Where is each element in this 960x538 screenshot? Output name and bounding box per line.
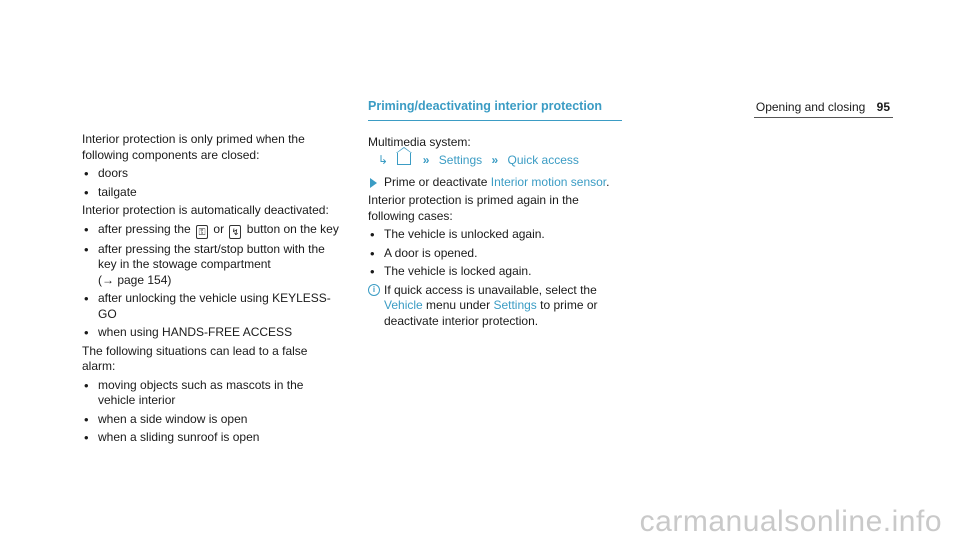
primed-again-text: Interior protection is primed again in the following cases:: [368, 193, 579, 223]
action-triangle-icon: [370, 178, 377, 188]
chevron-right-icon: »: [422, 153, 430, 167]
list-item: • after unlocking the vehicle using KEYLESS-GO: [82, 291, 344, 322]
right-column: [368, 99, 622, 329]
path-arrow-icon: ↳: [378, 153, 389, 167]
home-icon[interactable]: [397, 153, 411, 165]
page-header: [756, 100, 890, 116]
after-pressing-pre: after pressing the: [98, 221, 191, 236]
interior-motion-sensor-link[interactable]: Interior motion sensor: [490, 174, 607, 189]
header-rule: [754, 117, 893, 118]
info-icon: i: [368, 284, 380, 296]
list-item: [82, 222, 344, 239]
start-stop-text: after pressing the start/stop button with the key in the stowage compartment: [98, 241, 325, 271]
list-item: • A door is opened.: [368, 246, 622, 262]
action-step: [368, 175, 622, 191]
chevron-right-icon: »: [491, 153, 499, 167]
page-reference-link[interactable]: (→ page 154): [98, 272, 172, 287]
deactivation-list: [82, 222, 344, 341]
auto-deactivated-text: Interior protection is automatically deactivated:: [82, 203, 329, 217]
section-title: Priming/deactivating interior protection: [368, 99, 622, 121]
multimedia-system-label: Multimedia system:: [368, 134, 471, 149]
list-item: • when a sliding sunroof is open: [82, 430, 344, 446]
list-item: • doors: [82, 166, 344, 182]
note: [368, 283, 622, 330]
intro-text: Interior protection is only primed when the following components are closed:: [82, 132, 305, 162]
path-settings[interactable]: Settings: [438, 153, 483, 167]
note-mid: menu under: [426, 298, 491, 312]
page-number: 95: [876, 100, 890, 114]
list-item: • tailgate: [82, 185, 344, 201]
settings-link[interactable]: Settings: [493, 298, 537, 312]
closed-components-list: [82, 166, 344, 200]
note-pre: If quick access is unavailable, select the: [384, 282, 597, 297]
or-text: or: [213, 221, 225, 236]
left-column: [82, 132, 344, 449]
unlock-tailgate-key-icon: ↯: [229, 225, 241, 239]
list-item: • when a side window is open: [82, 412, 344, 428]
list-item: • moving objects such as mascots in the vehicle interior: [82, 378, 344, 409]
list-item: • The vehicle is unlocked again.: [368, 227, 622, 243]
false-alarm-list: [82, 378, 344, 446]
action-post: .: [606, 174, 610, 189]
false-alarm-text: The following situations can lead to a false alarm:: [82, 343, 308, 373]
path-quick-access[interactable]: Quick access: [507, 153, 579, 167]
chapter-title: Opening and closing: [755, 100, 866, 114]
list-item: [82, 242, 344, 289]
lock-key-icon: ⚿: [196, 225, 208, 239]
list-item: • The vehicle is locked again.: [368, 264, 622, 280]
after-pressing-post: button on the key: [246, 221, 339, 236]
menu-path: [368, 153, 622, 169]
list-item: • when using HANDS-FREE ACCESS: [82, 325, 344, 341]
watermark: carmanualsonline.info: [639, 504, 942, 538]
note-post: to prime or deactivate interior protection.: [384, 298, 598, 328]
action-pre: Prime or deactivate: [384, 174, 488, 189]
cases-list: [368, 227, 622, 280]
vehicle-menu-link[interactable]: Vehicle: [384, 298, 423, 312]
